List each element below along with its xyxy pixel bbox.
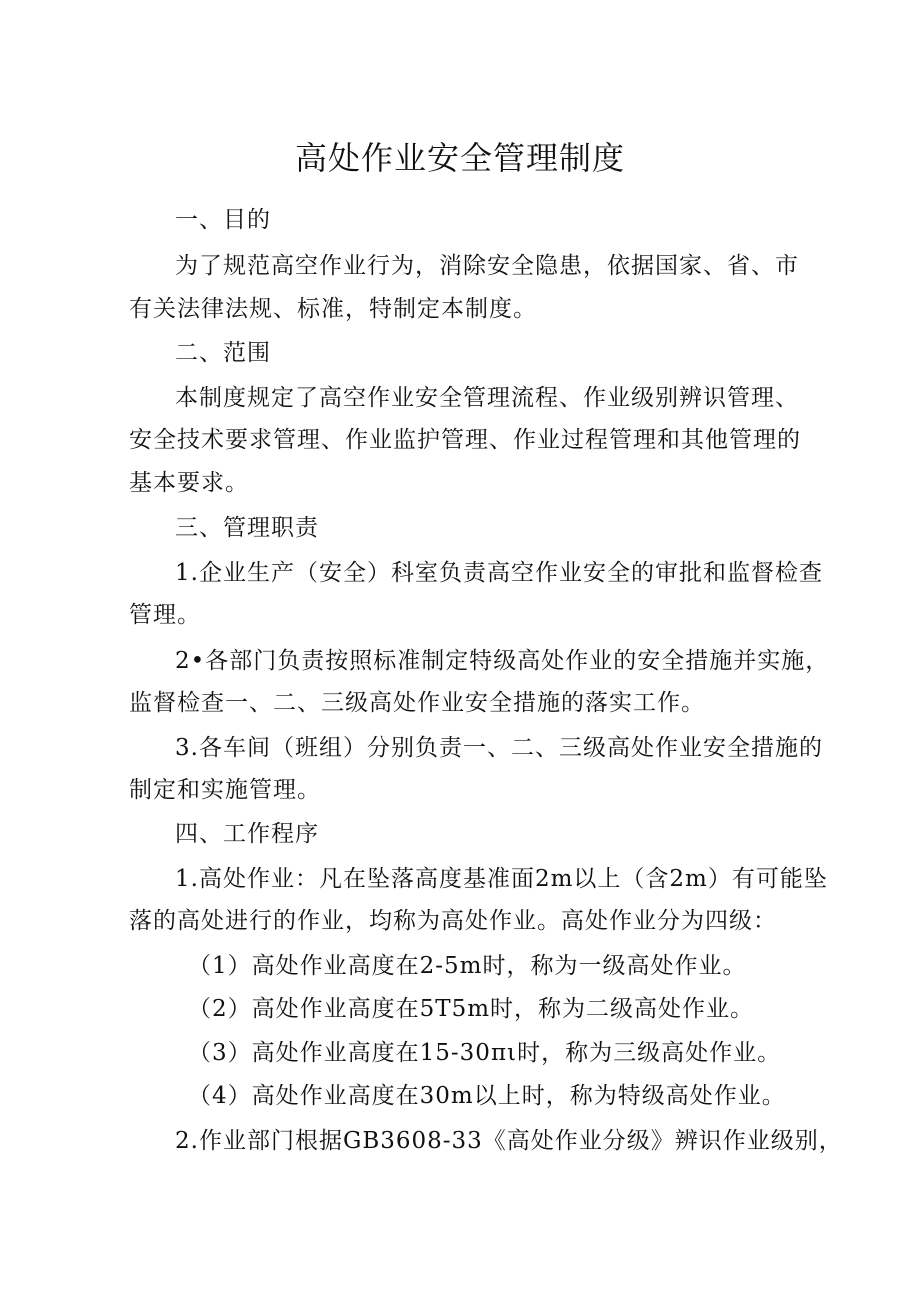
list-item: （3）高处作业高度在15-30πι时，称为三级高处作业。 <box>188 1040 782 1066</box>
list-item: （4）高处作业高度在30m以上时，称为特级高处作业。 <box>188 1083 786 1109</box>
paragraph-line: 2.作业部门根据GB3608-33《高处作业分级》辨识作业级别， <box>175 1128 843 1154</box>
paragraph-line: 基本要求。 <box>129 470 249 496</box>
paragraph-line: 2•各部门负责按照标准制定特级高处作业的安全措施并实施， <box>175 648 830 674</box>
paragraph-line: 管理。 <box>129 602 201 628</box>
document-title: 高处作业安全管理制度 <box>294 139 625 177</box>
paragraph-line: 有关法律法规、标准，特制定本制度。 <box>129 296 537 322</box>
paragraph-line: 3.各车间（班组）分别负责一、二、三级高处作业安全措施的 <box>175 735 823 761</box>
section-heading-purpose: 一、目的 <box>175 207 271 233</box>
paragraph-line: 监督检查一、二、三级高处作业安全措施的落实工作。 <box>129 690 705 716</box>
paragraph-line: 1.企业生产（安全）科室负责高空作业安全的审批和监督检查 <box>175 560 823 586</box>
list-item: （1）高处作业高度在2-5m时，称为一级高处作业。 <box>188 953 747 979</box>
paragraph-line: 1.高处作业：凡在坠落高度基准面2m以上（含2m）有可能坠 <box>175 866 828 892</box>
paragraph-line: 安全技术要求管理、作业监护管理、作业过程管理和其他管理的 <box>129 427 801 453</box>
section-heading-responsibilities: 三、管理职责 <box>175 515 319 541</box>
section-heading-scope: 二、范围 <box>175 340 271 366</box>
paragraph-line: 制定和实施管理。 <box>129 777 321 803</box>
section-heading-procedure: 四、工作程序 <box>175 821 319 847</box>
paragraph-line: 为了规范高空作业行为，消除安全隐患，依据国家、省、市 <box>175 253 799 279</box>
paragraph-line: 落的高处进行的作业，均称为高处作业。高处作业分为四级： <box>129 908 777 934</box>
list-item: （2）高处作业高度在5T5m时，称为二级高处作业。 <box>188 996 755 1022</box>
paragraph-line: 本制度规定了高空作业安全管理流程、作业级别辨识管理、 <box>175 385 799 411</box>
